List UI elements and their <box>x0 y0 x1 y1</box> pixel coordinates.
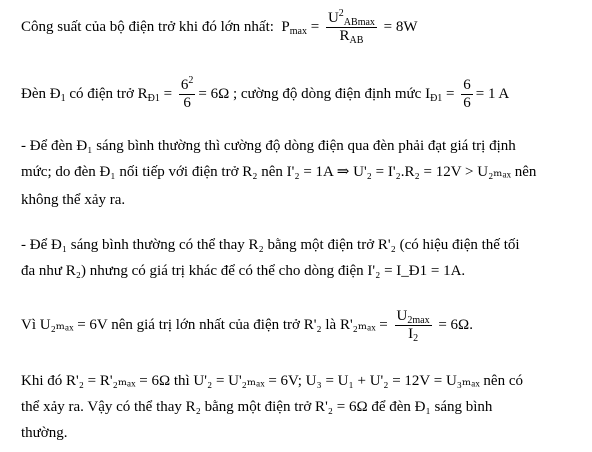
lamp-text-d-sub: Đ1 <box>430 92 443 104</box>
power-fraction-numerator-sub: ABmax <box>343 17 375 28</box>
lamp-resistance-numerator: 6 <box>180 77 189 93</box>
lamp-resistance-fraction <box>179 77 196 112</box>
lamp-resistance-line <box>21 77 509 112</box>
lamp-resistance-numerator-exp: 2 <box>188 75 194 86</box>
lamp-text-c: = <box>159 85 173 102</box>
para4-line2: đa như R₂) nhưng có giá trị khác để có thể cho dòng điện I'₂ = I_Đ1 = 1A. <box>21 263 466 279</box>
lamp-text-d: = 6Ω ; cường độ dòng điện định mức I <box>198 85 431 102</box>
max-resistance-line <box>21 308 473 343</box>
para3-line2: mức; do đèn Đ₁ nối tiếp với điện trở R₂ nên I'₂ = 1A ⇒ U'₂ = I'₂.R₂ = 12V > U₂ₘₐₓ nên <box>21 164 537 180</box>
power-intro-text: Công suất của bộ điện trở khi đó lớn nhất: <box>21 18 274 35</box>
para3-line1: - Để đèn Đ₁ sáng bình thường thì cường độ dòng điện qua đèn phải đạt giá trị định <box>21 138 516 154</box>
lamp-text-a-sub: 1 <box>60 92 66 104</box>
max-resistance-denominator: I <box>408 326 414 342</box>
lamp-text-b: có điện trở R <box>65 85 148 102</box>
power-fraction <box>326 10 377 45</box>
lamp-resistance-denominator: 6 <box>183 95 191 111</box>
lamp-text-b-sub: Đ1 <box>147 92 160 104</box>
power-symbol-sub: max <box>289 25 307 37</box>
lamp-current-fraction <box>461 77 473 112</box>
power-fraction-numerator: U <box>327 10 339 26</box>
max-resistance-result: = 6Ω. <box>438 316 473 333</box>
power-symbol: P <box>281 18 290 35</box>
lamp-text-e: = <box>442 85 455 102</box>
power-fraction-numerator-exp: 2 <box>338 8 344 19</box>
power-formula-line: Công suất của bộ điện trở khi đó lớn nhất: $P_{max}$ = $\frac{U^2_{ABmax}}{R_{AB}}$ = 8W <box>21 8 418 46</box>
max-resistance-fraction <box>395 308 432 343</box>
max-resistance-text: Vì U₂ₘₐₓ = 6V nên giá trị lớn nhất của điện trở R'₂ là R'₂ₘₐₓ = <box>21 316 388 333</box>
para4-line1: - Để Đ₁ sáng bình thường có thể thay R₂ bằng một điện trở R'₂ (có hiệu điện thế tối <box>21 237 520 253</box>
lamp-current-denominator: 6 <box>463 95 471 111</box>
max-resistance-numerator-sub: 2max <box>407 315 430 326</box>
para6-line3: thường. <box>21 425 68 441</box>
para3-line3: không thể xảy ra. <box>21 192 126 208</box>
lamp-text-a: Đèn Đ <box>21 85 61 102</box>
max-resistance-numerator: U <box>396 308 408 324</box>
para6-line2: thể xảy ra. Vậy có thể thay R₂ bằng một điện trở R'₂ = 6Ω để đèn Đ₁ sáng bình <box>21 399 493 415</box>
lamp-text-f: = 1 A <box>475 85 510 102</box>
power-fraction-denominator-sub: AB <box>349 35 364 46</box>
para6-line1: Khi đó R'₂ = R'₂ₘₐₓ = 6Ω thì U'₂ = U'₂ₘₐₓ = 6V; U₃ = U₁ + U'₂ = 12V = U₃ₘₐₓ nên có <box>21 373 523 389</box>
power-result: = 8W <box>383 18 418 35</box>
power-fraction-denominator: R <box>339 28 350 44</box>
lamp-current-numerator: 6 <box>463 77 471 93</box>
max-resistance-denominator-sub: 2 <box>413 333 419 344</box>
